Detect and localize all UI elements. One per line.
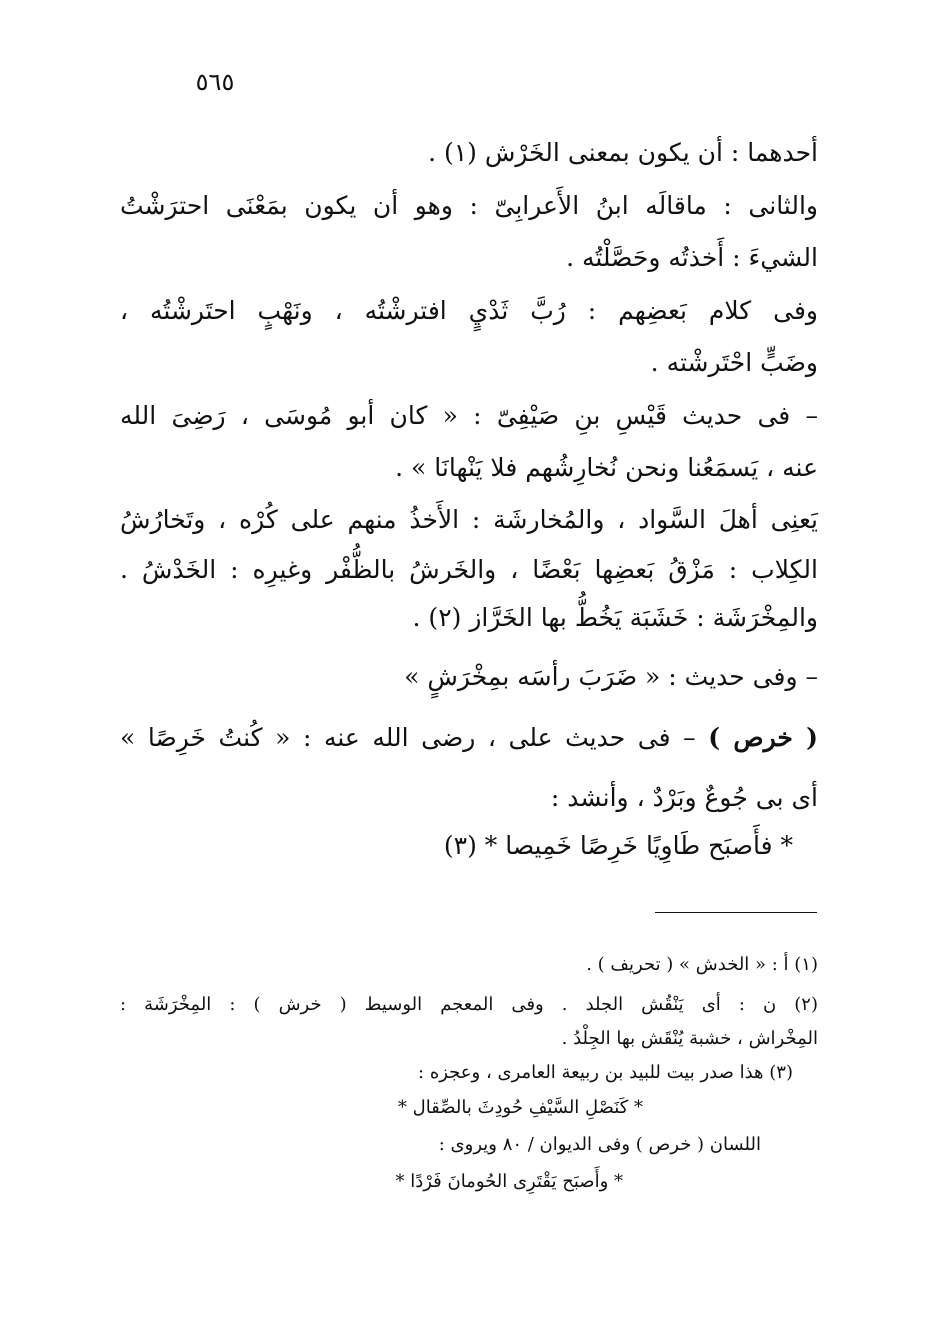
footnote: (٢) ن : أى يَنْقُش الجلد . وفى المعجم الوسيط ( خرش ) : المِخْرَشَة : <box>120 994 818 1015</box>
headword: ( خرص ) <box>708 723 818 752</box>
text-line: الكِلاب : مَزْقُ بَعضِها بَعْضًا ، والخَرشُ بالظُّفْر وغيرِه : الخَدْشُ . <box>120 555 818 584</box>
text-line: – فى حديث قَيْسِ بنِ صَيْفِىّ : « كان أبو مُوسَى ، رَضِىَ الله <box>120 401 818 430</box>
text-line: – وفى حديث : « ضَرَبَ رأسَه بمِخْرَشٍ » <box>404 662 818 691</box>
page-number: ٥٦٥ <box>195 68 235 96</box>
footnote: (١) أ : « الخدش » ( تحريف ) . <box>586 954 818 975</box>
text-line: أى بى جُوعٌ وبَرْدٌ ، وأنشد : <box>550 783 818 812</box>
entry-line <box>120 718 818 758</box>
footnote: اللسان ( خرص ) وفى الديوان / ٨٠ ويروى : <box>438 1134 761 1155</box>
text-line: والثانى : ماقالَه ابنُ الأَعرابِىّ : وهو أن يكون بمَعْنَى احترَشْتُ <box>120 191 818 220</box>
text-line: وفى كلام بَعضِهم : رُبَّ ثَدْيٍ افترشْتُه ، ونَهْبٍ احتَرشْتُه ، <box>120 296 818 325</box>
text-line: والمِخْرَشَة : خَشَبَة يَخُطُّ بها الخَرَّاز (٢) . <box>412 603 818 632</box>
footnote: المِخْراش ، خشبة يُنْقَش بها الجِلْدُ . <box>561 1028 818 1049</box>
text-line: الشيءَ : أَخذتُه وحَصَّلْتُه . <box>566 243 818 272</box>
text-line: أحدهما : أن يكون بمعنى الخَرْش (١) . <box>428 138 818 167</box>
footnote-verse: * كَنَصْلِ السَّيْفِ حُودِثَ بالصِّقال * <box>397 1097 643 1118</box>
entry-text: – فى حديث على ، رضى الله عنه : « كُنتُ خَرِصًا » <box>120 723 696 752</box>
footnote: (٣) هذا صدر بيت للبيد بن ربيعة العامرى ، وعجزه : <box>418 1062 793 1083</box>
text-line: وضَبٍّ احْتَرشْته . <box>650 348 818 377</box>
footnote-verse: * وأَصبَح يَقْتَرِى الحُومانَ فَرْدًا * <box>395 1171 623 1192</box>
footnote-separator <box>655 912 817 913</box>
verse-line: * فأَصبَح طَاوِيًا خَرِصًا خَمِيصا * (٣) <box>443 831 793 860</box>
text-line: يَعنِى أهلَ السَّواد ، والمُخارشَة : الأَخذُ منهم على كُرْه ، وتَخارُشُ <box>120 505 818 534</box>
text-line: عنه ، يَسمَعُنا ونحن نُخارِشُهم فلا يَنْهانَا » . <box>395 453 818 482</box>
